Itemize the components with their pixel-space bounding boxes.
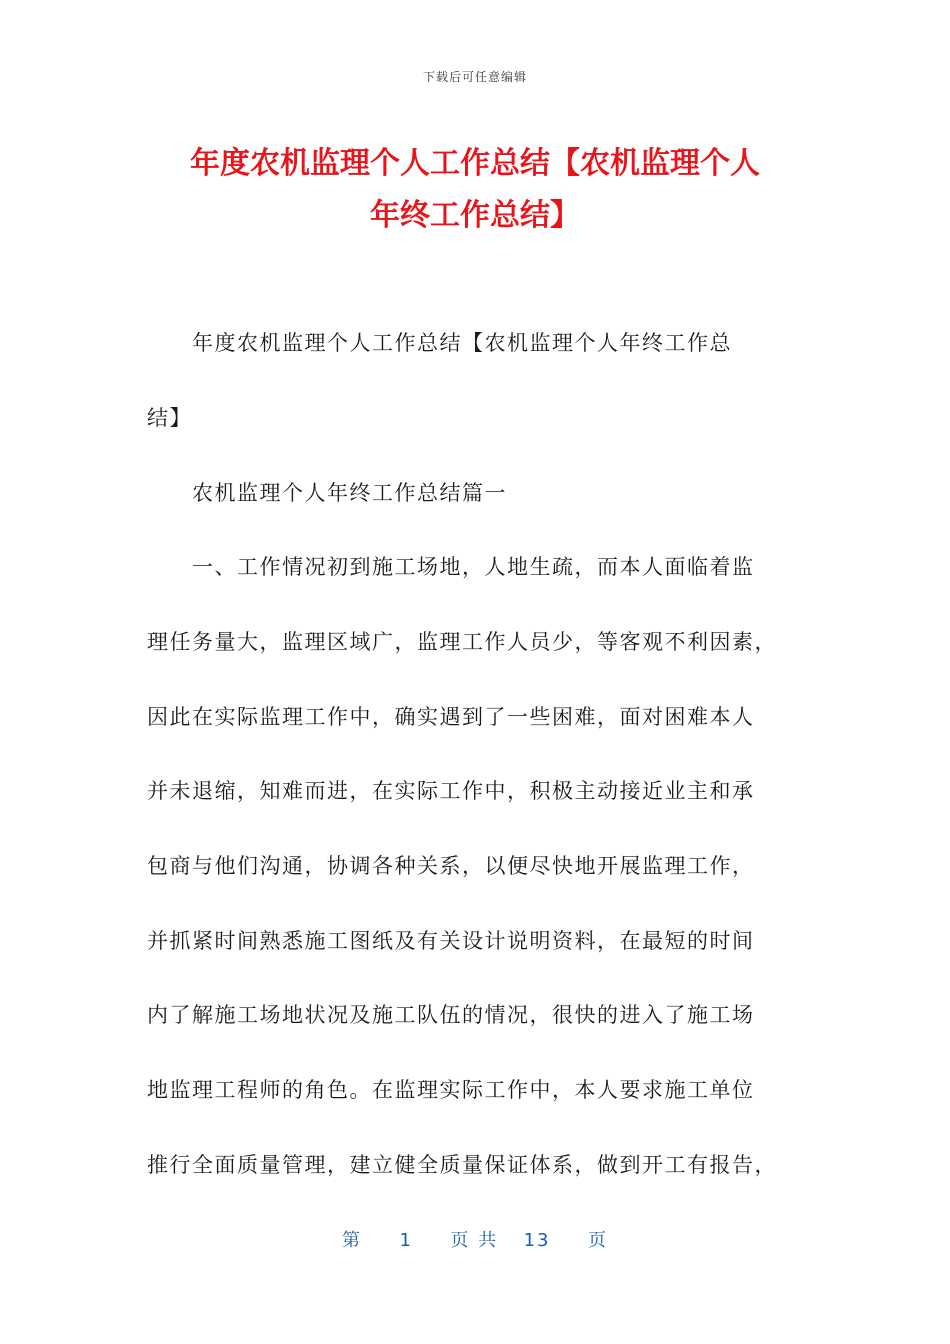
body-line: 因此在实际监理工作中，确实遇到了一些困难，面对困难本人 [147,705,755,729]
body-line: 内了解施工场地状况及施工队伍的情况，很快的进入了施工场 [147,1003,755,1027]
document-title [0,138,950,242]
header-note: 下载后可任意编辑 [422,70,527,84]
footer-suffix: 页 [587,1230,608,1251]
body-line: 并抓紧时间熟悉施工图纸及有关设计说明资料，在最短的时间 [147,929,755,953]
total-page-count: 13 [523,1230,551,1251]
body-line: 农机监理个人年终工作总结篇一 [147,481,507,505]
footer-middle: 页 共 [450,1230,499,1251]
body-line: 包商与他们沟通，协调各种关系，以便尽快地开展监理工作， [147,854,755,878]
body-line: 一、工作情况初到施工场地，人地生疏，而本人面临着监 [147,555,755,579]
body-line: 年度农机监理个人工作总结【农机监理个人年终工作总 [147,331,732,355]
body-line: 结】 [147,406,192,430]
body-line: 地监理工程师的角色。在监理实际工作中，本人要求施工单位 [147,1078,755,1102]
title-line-1: 年度农机监理个人工作总结【农机监理个人 [190,146,760,181]
title-line-2: 年终工作总结】 [370,198,580,233]
page-footer [0,1226,950,1252]
body-line: 并未退缩，知难而进，在实际工作中，积极主动接近业主和承 [147,779,755,803]
body-line: 推行全面质量管理，建立健全质量保证体系，做到开工有报告， [147,1153,777,1177]
current-page-number: 1 [399,1230,413,1251]
body-line: 理任务量大，监理区域广，监理工作人员少，等客观不利因素， [147,630,777,654]
footer-prefix: 第 [342,1230,363,1251]
